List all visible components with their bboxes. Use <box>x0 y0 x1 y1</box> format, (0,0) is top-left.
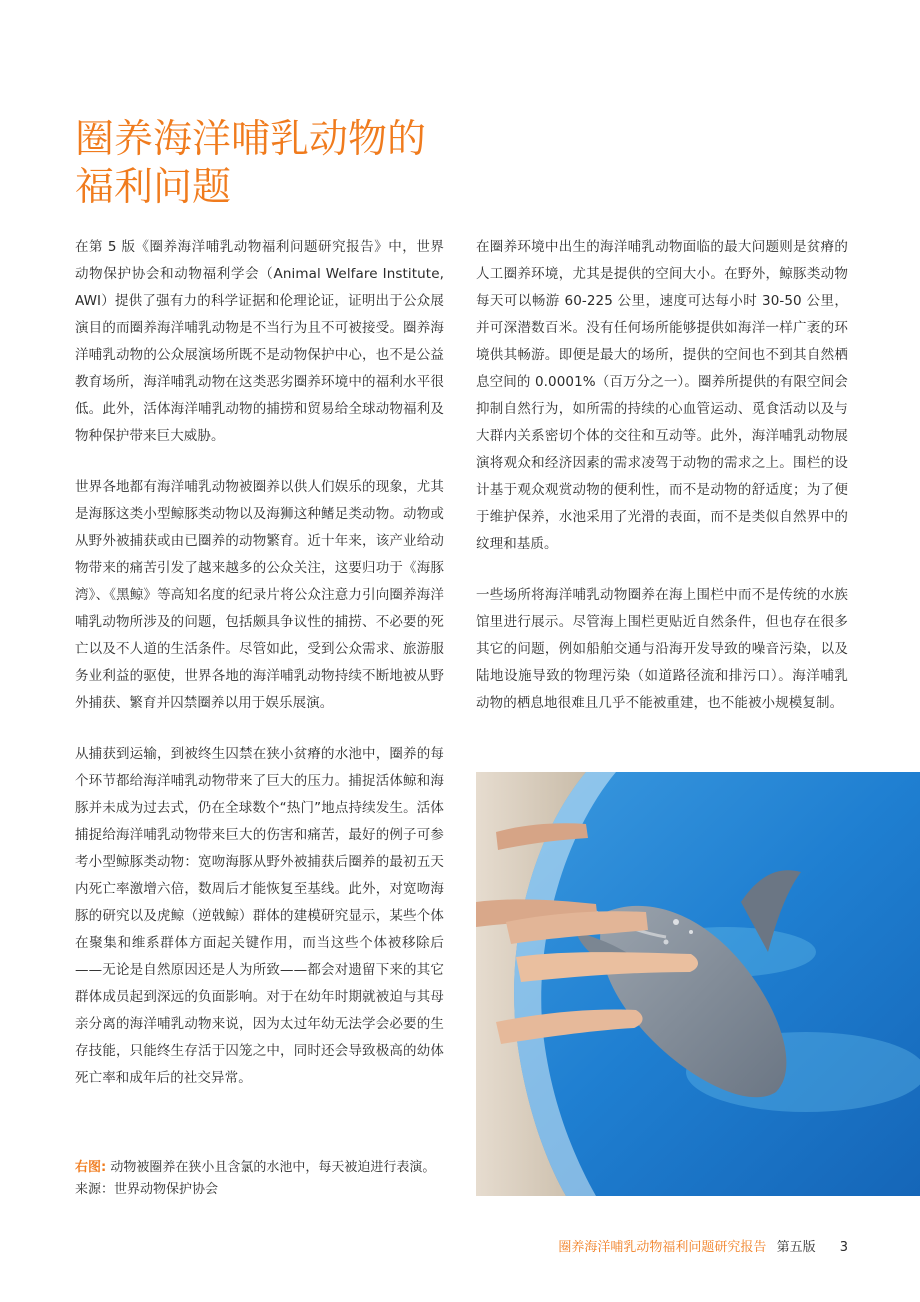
photo-caption <box>75 1157 445 1201</box>
right-column <box>476 234 848 741</box>
title-line-1: 圈养海洋哺乳动物的 <box>75 117 427 162</box>
page-footer <box>558 1238 848 1258</box>
paragraph-barren-environment: 在圈养环境中出生的海洋哺乳动物面临的最大问题则是贫瘠的人工圈养环境，尤其是提供的空间大小。在野外，鲸豚类动物每天可以畅游 60-225 公里，速度可达每小时 30-50 公里，并可深潜数百米。没有任何场所能够提供如海洋一样广袤的环境供其畅游。即便是最大的场所，提供的空间也不到其自然栖息空间的 0.0001%（百万分之一）。圈养所提供的有限空间会抑制自然行为，如所需的持续的心血管运动、觅食活动以及与大群内关系密切个体的交往和互动等。此外，海洋哺乳动物展演将观众和经济因素的需求凌驾于动物的需求之上。围栏的设计基于观众观赏动物的便利性，而不是动物的舒适度；为了便于维护保养，水池采用了光滑的表面，而不是类似自然界中的纹理和基质。 <box>476 239 848 552</box>
title-line-2: 福利问题 <box>75 165 232 210</box>
paragraph-intro: 在第 5 版《圈养海洋哺乳动物福利问题研究报告》中，世界动物保护协会和动物福利学会（Animal Welfare Institute, AWI）提供了强有力的科学证据和伦理论证，证明出于公众展演目的而圈养海洋哺乳动物是不当行为且不可被接受。圈养海洋哺乳动物的公众展演场所既不是动物保护中心，也不是公益教育场所，海洋哺乳动物在这类恶劣圈养环境中的福利水平很低。此外，活体海洋哺乳动物的捕捞和贸易给全球动物福利及物种保护带来巨大威胁。 <box>75 239 444 444</box>
paragraph-sea-pens: 一些场所将海洋哺乳动物圈养在海上围栏中而不是传统的水族馆里进行展示。尽管海上围栏更贴近自然条件，但也存在很多其它的问题，例如船舶交通与沿海开发导致的噪音污染，以及陆地设施导致的物理污染（如道路径流和排污口）。海洋哺乳动物的栖息地很难且几乎不能被重建，也不能被小规模复制。 <box>476 587 848 711</box>
dolphin-pool-photo <box>476 772 920 1196</box>
left-column <box>75 234 444 1116</box>
caption-text: 动物被圈养在狭小且含氯的水池中，每天被迫进行表演。来源：世界动物保护协会 <box>75 1160 436 1197</box>
footer-edition: 第五版 <box>776 1240 816 1255</box>
footer-report-title: 圈养海洋哺乳动物福利问题研究报告 <box>558 1240 767 1255</box>
page-number: 3 <box>839 1240 848 1255</box>
caption-label: 右图: <box>75 1160 107 1175</box>
page-title <box>75 116 495 212</box>
paragraph-capture-stress: 从捕获到运输，到被终生囚禁在狭小贫瘠的水池中，圈养的每个环节都给海洋哺乳动物带来了巨大的压力。捕捉活体鲸和海豚并未成为过去式，仍在全球数个“热门”地点持续发生。活体捕捉给海洋哺乳动物带来巨大的伤害和痛苦，最好的例子可参考小型鲸豚类动物：宽吻海豚从野外被捕获后圈养的最初五天内死亡率激增六倍，数周后才能恢复至基线。此外，对宽吻海豚的研究以及虎鲸（逆戟鲸）群体的建模研究显示，某些个体在聚集和维系群体方面起关键作用，而当这些个体被移除后——无论是自然原因还是人为所致——都会对遗留下来的其它群体成员起到深远的负面影响。对于在幼年时期就被迫与其母亲分离的海洋哺乳动物来说，因为太过年幼无法学会必要的生存技能，只能终生存活于囚笼之中，同时还会导致极高的幼体死亡率和成年后的社交异常。 <box>75 746 444 1086</box>
paragraph-global-captivity: 世界各地都有海洋哺乳动物被圈养以供人们娱乐的现象，尤其是海豚这类小型鲸豚类动物以及海狮这种鳍足类动物。动物或从野外被捕获或由已圈养的动物繁育。近十年来，该产业给动物带来的痛苦引发了越来越多的公众关注，这要归功于《海豚湾》、《黑鲸》等高知名度的纪录片将公众注意力引向圈养海洋哺乳动物所涉及的问题，包括颇具争议性的捕捞、不必要的死亡以及不人道的生活条件。尽管如此，受到公众需求、旅游服务业利益的驱使，世界各地的海洋哺乳动物持续不断地被从野外捕获、繁育并囚禁圈养以用于娱乐展演。 <box>75 479 444 711</box>
